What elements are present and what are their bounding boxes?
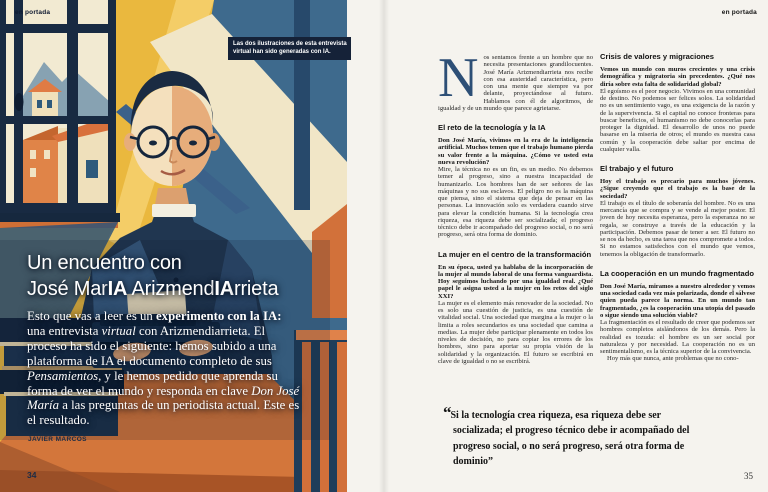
column-2 xyxy=(600,52,755,363)
section-label-left: en portada xyxy=(15,9,51,16)
right-page xyxy=(384,0,768,492)
title-line2: José MarIA ArizmendIArrieta xyxy=(27,278,279,300)
section-heading: El trabajo y el futuro xyxy=(600,164,674,173)
section-heading: La mujer en el centro de la transformación xyxy=(438,249,592,259)
interview-answer: Mire, la técnica no es un fin, es un medio. No debemos temer al progreso, sino a nuestra incapacidad de humanizarlo. Los hombres han de ser señores de las máquinas y no sus esclavos. El peligro no es la máquina que piensa, sino el sistema que deja de pensar en las personas. La innovación solo es verdadera cuando sirve para elevar la condición humana. Si la tecnología crea riqueza, esa riqueza debe ser socializada; el progreso técnico debe ir acompañado del progreso social, o no será progreso, será otra forma de dominio. xyxy=(438,166,593,239)
section-heading: Crisis de valores y migraciones xyxy=(600,52,714,61)
section-heading: El reto de la tecnología y la IA xyxy=(438,123,546,132)
lead-paragraph: Nos sentamos frente a un hombre que no necesita presentaciones grandilocuentes. José María Arizmendiarrieta nos recibe con esa austeridad característica, pero con una mente que siempre va por delante, proyectándose al futuro. Hablamos con él de algoritmos, de igualdad y de un mundo que parece agrietarse. xyxy=(438,47,593,112)
interview-question: En su época, usted ya hablaba de la incorporación de la mujer al mundo laboral de una forma vanguardista. Hoy seguimos luchando por una igualdad real. ¿Qué papel le asigna usted a la mujer en los retos del siglo XXI? xyxy=(438,263,593,300)
page-number-left: 34 xyxy=(27,470,37,480)
caption-line: virtual han sido generadas con IA. xyxy=(233,48,331,55)
illustration-caption xyxy=(228,37,351,60)
section-label-right: en portada xyxy=(721,9,757,16)
drop-cap: N xyxy=(438,47,479,109)
pull-quote-text: Si la tecnología crea riqueza, esa riqueza debe ser socializada; el progreso técnico debe ir acompañado del progreso social, o no será progreso, será otra forma de dominio” xyxy=(450,410,690,468)
interview-question: Vemos un mundo con muros crecientes y una crisis demográfica y migratoria sin precedentes. ¿Qué nos diría sobre esta falta de solidaridad global? xyxy=(600,66,755,88)
section-heading: La cooperación en un mundo fragmentado xyxy=(600,268,754,278)
wall-column xyxy=(294,0,310,210)
interview-question: Hoy el trabajo es precario para muchos jóvenes. ¿Sigue creyendo que el trabajo es la base de la sociedad? xyxy=(600,178,755,200)
column-1 xyxy=(438,47,593,365)
interview-question: Don José María, vivimos en la era de la inteligencia artificial. Muchos temen que el trabajo humano pierda su valor frente a la máquina. ¿Cómo ve usted esta nueva revolución? xyxy=(438,137,593,166)
title-line1: Un encuentro con xyxy=(27,252,182,274)
interview-answer: Hoy más que nunca, ante problemas que no cono- xyxy=(607,355,739,363)
interview-answer: La mujer es el elemento más renovador de la sociedad. No es solo una cuestión de justicia, es una cuestión de vitalidad social. Una sociedad que margina a la mujer o la limita a roles secundarios es una sociedad que camina a medias. La mujer debe participar plenamente en todos los niveles de decisión, no para copiar los errores de los hombres, sino para aportar su propia visión de la solidaridad y la organización. El futuro se escribirá en clave de igualdad o no se escribirá. xyxy=(438,299,593,365)
clerical-collar xyxy=(152,204,196,217)
interview-answer: El trabajo es el título de soberanía del hombre. No es una mercancía que se compra y se vende al mejor postor. El joven de hoy necesita esperanza, pero la esperanza no se regala, se construye a través de la educación y la participación. Debemos pasar de tener a ser. El futuro no se nos da hecho, es una tarea que nos compromete a todos. Si no estamos satisfechos con el mundo que vemos, tenemos la obligación de transformarlo. xyxy=(600,199,755,258)
interview-answer: El egoísmo es el peor negocio. Vivimos en una comunidad de destino. No podemos ser felices solos. La solidaridad no es un sentimiento vago, es una exigencia de la razón y de la supervivencia. Si el capital no conoce fronteras para buscar beneficios, el humanismo no debe conocerlas para proteger la dignidad. El desarrollo de unos no puede basarse en la miseria de otros; el mundo es nuestra casa común y la cooperación debe saltar por encima de cualquier valla. xyxy=(600,87,755,153)
pull-quote xyxy=(443,405,697,470)
interview-question: Don José María, miramos a nuestro alrededor y vemos una sociedad cada vez más polarizada, donde el sálvese quien pueda parece la norma. En un mundo tan fragmentado, ¿es la cooperación una utopía del pasado o sigue siendo una solución viable? xyxy=(600,282,755,319)
interview-answer: La fragmentación es el resultado de creer que podemos ser hombres completos aislándonos de los demás. Pero la realidad es tozuda: el hombre es un ser social por naturaleza y por necesidad. La cooperación no es un sentimentalismo, es la técnica superior de la convivencia. xyxy=(600,319,755,355)
caption-line: Las dos ilustraciones de esta entrevista xyxy=(233,41,347,47)
quote-mark-icon: “ xyxy=(443,403,451,422)
page-number-right: 35 xyxy=(744,471,753,481)
article-intro: Esto que vas a leer es un experimento con la IA: una entrevista virtual con Arizmendiarrieta. El proceso ha sido el siguiente: hemos subido a una plataforma de IA el documento completo de sus Pensamientos, y le hemos pedido que aprenda su forma de ver el mundo y responda en clave Don José María a las preguntas de un periodista actual. Este es el resultado. xyxy=(27,309,300,428)
article-title xyxy=(27,250,278,302)
byline: JAVIER MARCOS xyxy=(28,436,87,443)
